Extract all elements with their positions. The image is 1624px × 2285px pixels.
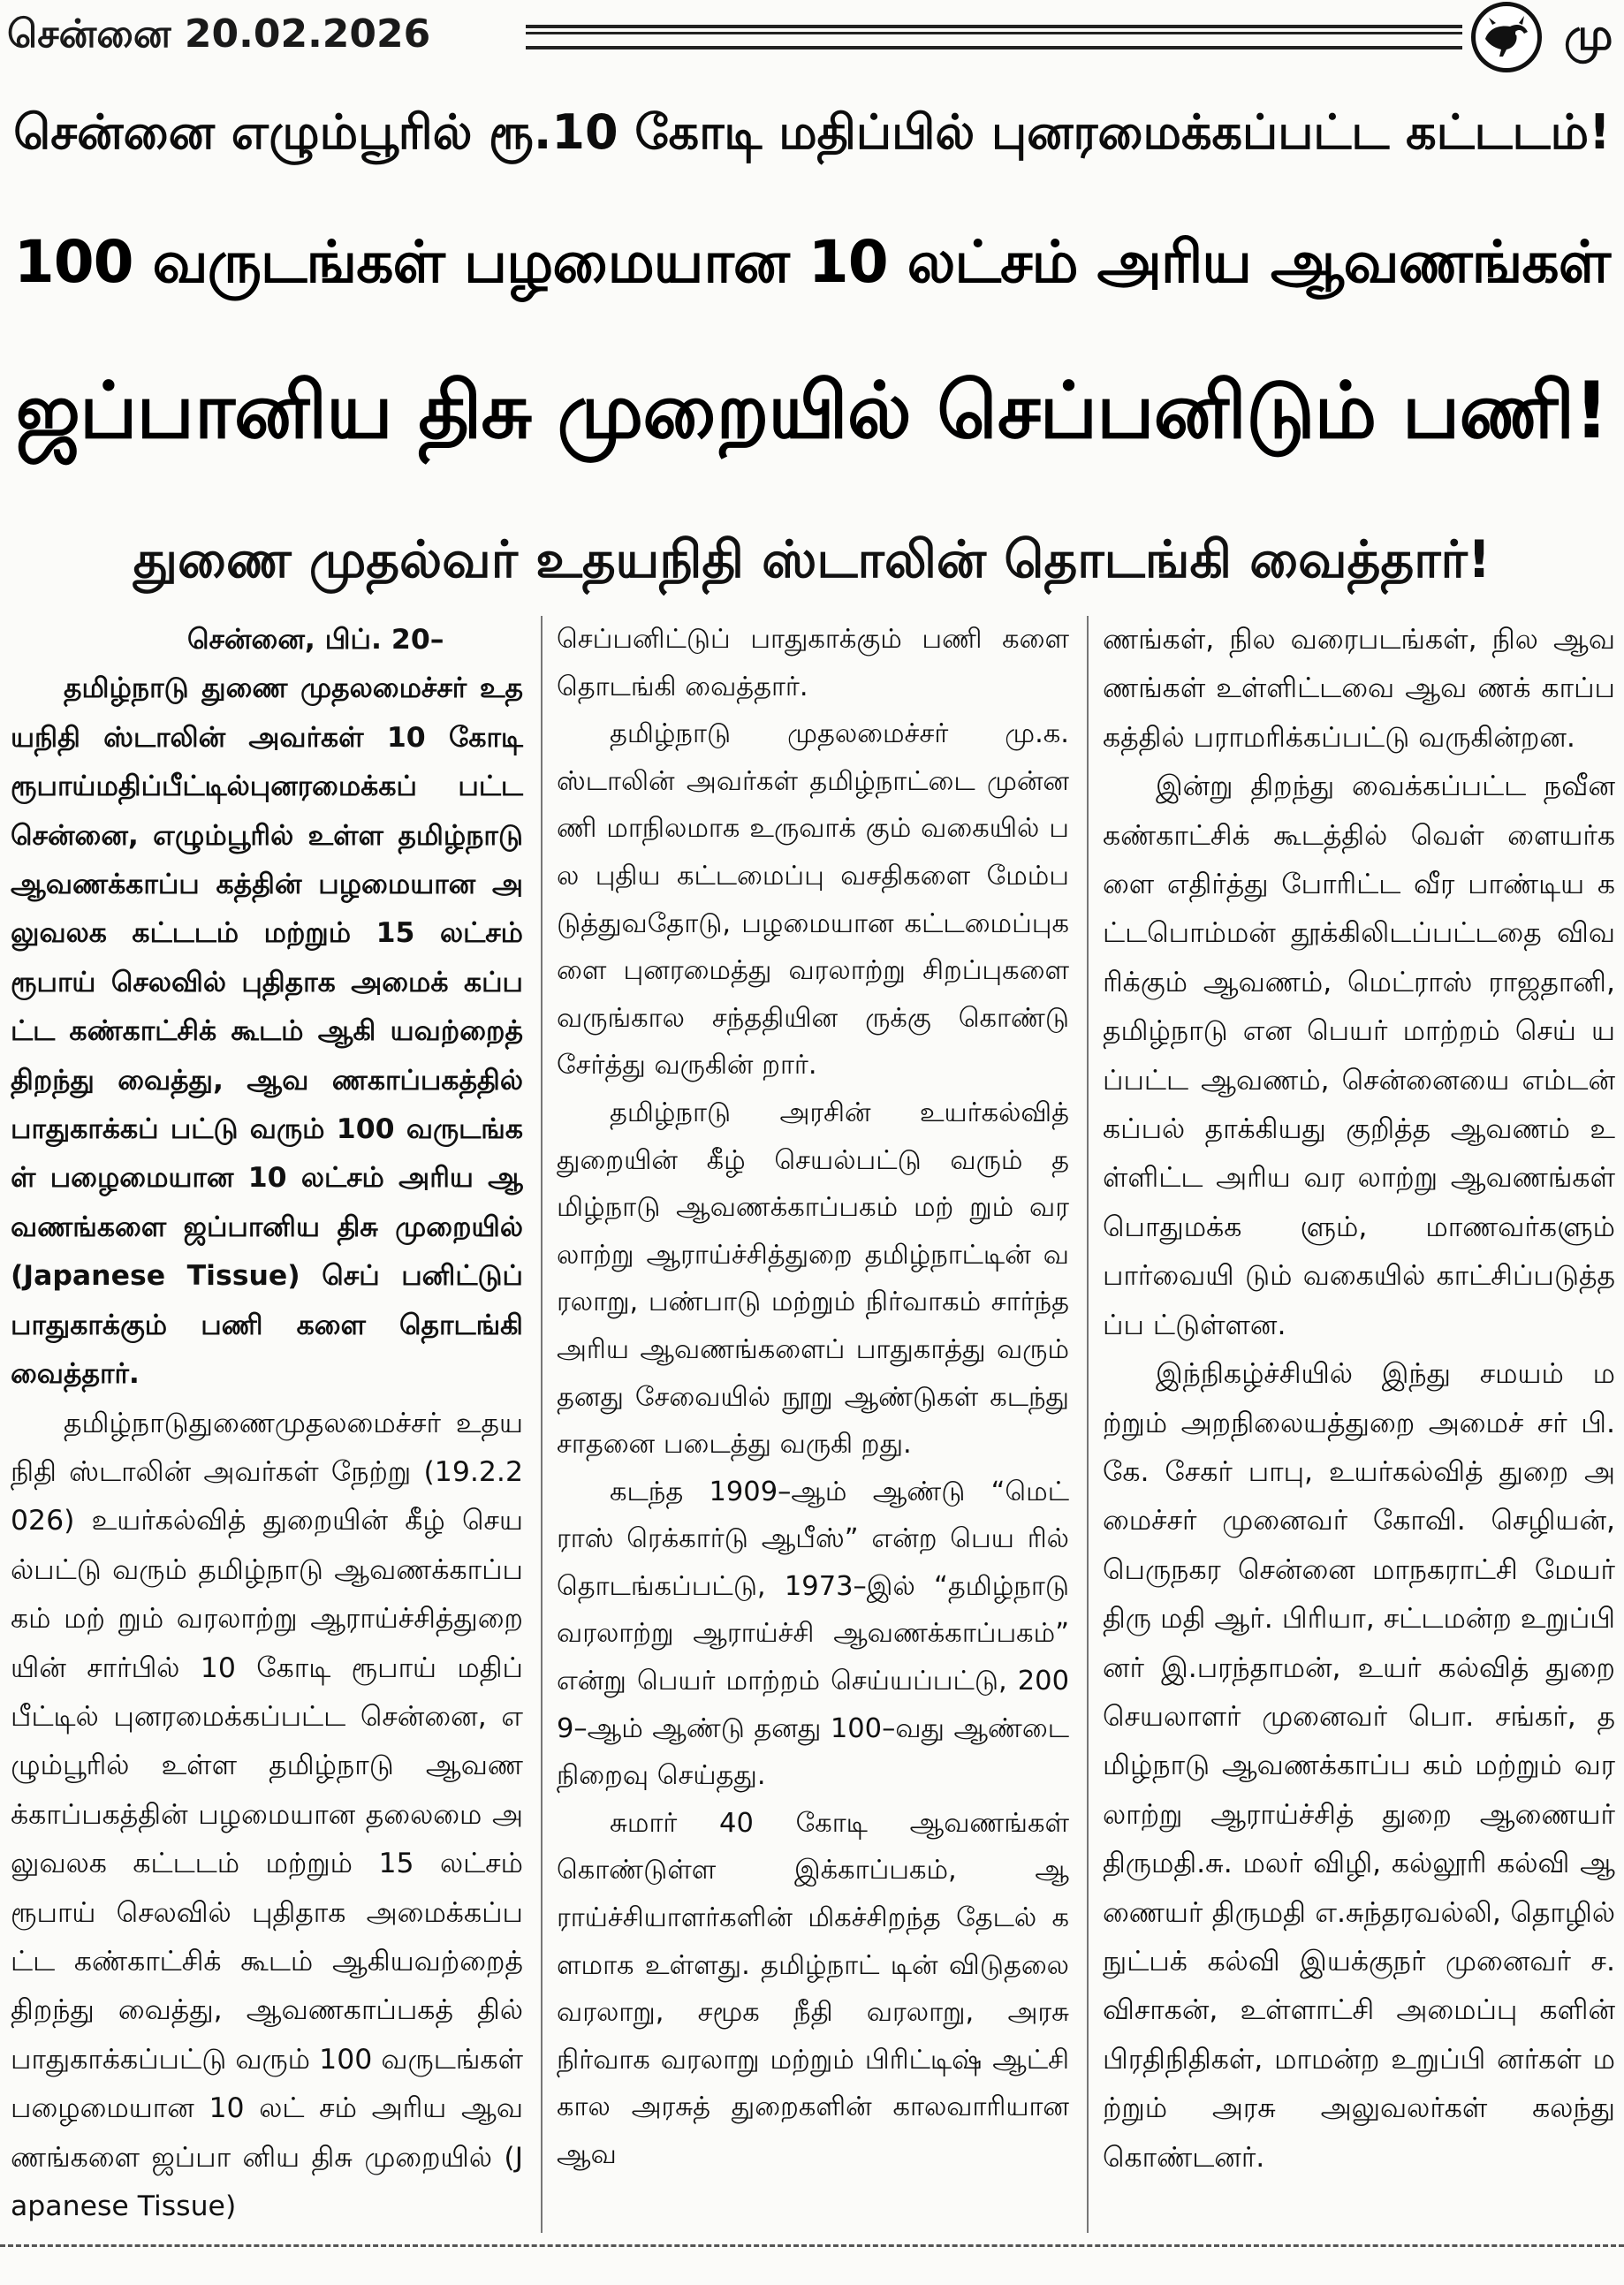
article-dateline: சென்னை, பிப். 20–	[187, 624, 444, 656]
paragraph: இந்நிகழ்ச்சியில் இந்து சமயம் மற்றும் அறநிலையத்துறை அமைச் சர் பி.கே. சேகர் பாபு, உயர்கல்வித் துறை அமைச்சர் முனைவர் கோவி. செழியன், பெருநகர சென்னை மாநகராட்சி மேயர் திரு மதி ஆர். பிரியா, சட்டமன்ற உறுப்பி னர் இ.பரந்தாமன், உயர் கல்வித் துறை செயலாளர் முனைவர் பொ. சங்கர், தமிழ்நாடு ஆவணக்காப்ப கம் மற்றும் வரலாற்று ஆராய்ச்சித் துறை ஆணையர் திருமதி.சு. மலர் விழி, கல்லூரி கல்வி ஆணையர் திருமதி எ.சுந்தரவல்லி, தொழில் நுட்பக் கல்வி இயக்குநர் முனைவர் ச. விசாகன், உள்ளாட்சி அமைப்பு களின் பிரதிநிதிகள், மாமன்ற உறுப்பி னர்கள் மற்றும் அரசு அலுவலர்கள் கலந்து கொண்டனர்.	[1103, 1358, 1615, 2174]
paragraph: கடந்த 1909–ஆம் ஆண்டு “மெட் ராஸ் ரெக்கார்டு ஆபீஸ்” என்ற பெய ரில் தொடங்கப்பட்டு, 1973–இல் “தமிழ்நாடு வரலாற்று ஆராய்ச்சி ஆவணக்காப்பகம்” என்று பெயர் மாற்றம் செய்யப்பட்டு, 2009–ஆம் ஆண்டு தனது 100–வது ஆண்டை நிறைவு செய்தது.	[557, 1476, 1069, 1792]
bull-emblem-graphic	[1480, 12, 1533, 62]
paragraph: ணங்கள், நில வரைபடங்கள், நில ஆவணங்கள் உள்ளிட்டவை ஆவ ணக் காப்பகத்தில் பராமரிக்கப்பட்டு வருகின்றன.	[1103, 624, 1615, 754]
page-bottom-rule	[0, 2244, 1624, 2247]
kicker-headline: சென்னை எழும்பூரில் ரூ.10 கோடி மதிப்பில் புனரமைக்கப்பட்ட கட்டடம்!	[13, 104, 1611, 160]
paragraph: செப்பனிட்டுப் பாதுகாக்கும் பணி களை தொடங்கி வைத்தார்.	[557, 624, 1069, 702]
paragraph: தமிழ்நாடு முதலமைச்சர் மு.க. ஸ்டாலின் அவர்கள் தமிழ்நாட்டை முன்னணி மாநிலமாக உருவாக் கும் வகையில் பல புதிய கட்டமைப்பு வசதிகளை மேம்படுத்துவதோடு, பழமையான கட்டமைப்புகளை புனரமைத்து வரலாற்று சிறப்புகளை வருங்கால சந்ததியின ருக்கு கொண்டு சேர்த்து வருகின் றார்.	[557, 718, 1069, 1082]
article-column-2	[557, 616, 1069, 2179]
bull-emblem-icon	[1471, 2, 1542, 72]
main-headline-line-2: ஜப்பானிய திசு முறையில் செப்பனிடும் பணி!	[15, 365, 1609, 456]
article-body	[0, 616, 1624, 2233]
article-column-3	[1103, 616, 1615, 2183]
paragraph: இன்று திறந்து வைக்கப்பட்ட நவீன கண்காட்சிக் கூடத்தில் வெள் ளையர்களை எதிர்த்து போரிட்ட வீர பாண்டிய கட்டபொம்மன் தூக்கிலிடப்பட்டதை விவரிக்கும் ஆவணம், மெட்ராஸ் ராஜதானி, தமிழ்நாடு என பெயர் மாற்றம் செய் யப்பட்ட ஆவணம், சென்னையை எம்டன் கப்பல் தாக்கியது குறித்த ஆவணம் உள்ளிட்ட அரிய வர லாற்று ஆவணங்கள் பொதுமக்க ளும், மாணவர்களும் பார்வையி டும் வகையில் காட்சிப்படுத்தப்ப ட்டுள்ளன.	[1103, 771, 1615, 1341]
column-divider	[1087, 616, 1089, 2233]
paragraph: சுமார் 40 கோடி ஆவணங்கள் கொண்டுள்ள இக்காப்பகம், ஆராய்ச்சியாளர்களின் மிகச்சிறந்த தேடல் களமாக உள்ளது. தமிழ்நாட் டின் விடுதலை வரலாறு, சமூக நீதி வரலாறு, அரசு நிர்வாக வரலாறு மற்றும் பிரிட்டிஷ் ஆட்சி கால அரசுத் துறைகளின் காலவாரியான ஆவ	[557, 1807, 1069, 2170]
masthead-corner-text: மு	[1564, 9, 1613, 60]
edition-dateline: சென்னை 20.02.2026	[7, 11, 431, 57]
article-column-1	[11, 616, 523, 2231]
lead-paragraph: தமிழ்நாடு துணை முதலமைச்சர் உதயநிதி ஸ்டாலின் அவர்கள் 10 கோடி ரூபாய்மதிப்பீட்டில்புனரமைக்கப் பட்ட சென்னை, எழும்பூரில் உள்ள தமிழ்நாடு ஆவணக்காப்ப கத்தின் பழமையான அலுவலக கட்டடம் மற்றும் 15 லட்சம் ரூபாய் செலவில் புதிதாக அமைக் கப்பட்ட கண்காட்சிக் கூடம் ஆகி யவற்றைத் திறந்து வைத்து, ஆவ ணகாப்பகத்தில் பாதுகாக்கப் பட்டு வரும் 100 வருடங்கள் பழைமையான 10 லட்சம் அரிய ஆவணங்களை ஜப்பானிய திசு முறையில் (Japanese Tissue) செப் பனிட்டுப் பாதுகாக்கும் பணி களை தொடங்கி வைத்தார்.	[11, 672, 523, 1391]
paragraph: தமிழ்நாடுதுணைமுதலமைச்சர் உதயநிதி ஸ்டாலின் அவர்கள் நேற்று (19.2.2026) உயர்கல்வித் துறையின் கீழ் செயல்பட்டு வரும் தமிழ்நாடு ஆவணக்காப்பகம் மற் றும் வரலாற்று ஆராய்ச்சித்துறை யின் சார்பில் 10 கோடி ரூபாய் மதிப் பீட்டில் புனரமைக்கப்பட்ட சென்னை, எழும்பூரில் உள்ள தமிழ்நாடு ஆவணக்காப்பகத்தின் பழமையான தலைமை அலுவலக கட்டடம் மற்றும் 15 லட்சம் ரூபாய் செலவில் புதிதாக அமைக்கப்பட்ட கண்காட்சிக் கூடம் ஆகியவற்றைத் திறந்து வைத்து, ஆவணகாப்பகத் தில் பாதுகாக்கப்பட்டு வரும் 100 வருடங்கள் பழைமையான 10 லட் சம் அரிய ஆவணங்களை ஜப்பா னிய திசு முறையில் (Japanese Tissue)	[11, 1407, 523, 2222]
masthead	[0, 0, 1624, 69]
column-divider	[541, 616, 543, 2233]
main-headline-line-1: 100 வருடங்கள் பழமையான 10 லட்சம் அரிய ஆவணங்கள்	[13, 228, 1611, 296]
paragraph: தமிழ்நாடு அரசின் உயர்கல்வித் துறையின் கீழ் செயல்பட்டு வரும் தமிழ்நாடு ஆவணக்காப்பகம் மற் றும் வரலாற்று ஆராய்ச்சித்துறை தமிழ்நாட்டின் வரலாறு, பண்பாடு மற்றும் நிர்வாகம் சார்ந்த அரிய ஆவணங்களைப் பாதுகாத்து வரும் தனது சேவையில் நூறு ஆண்டுகள் கடந்து சாதனை படைத்து வருகி றது.	[557, 1097, 1069, 1461]
subheadline: துணை முதல்வர் உதயநிதி ஸ்டாலின் தொடங்கி வைத்தார்!	[133, 529, 1491, 589]
masthead-rule	[526, 25, 1462, 49]
